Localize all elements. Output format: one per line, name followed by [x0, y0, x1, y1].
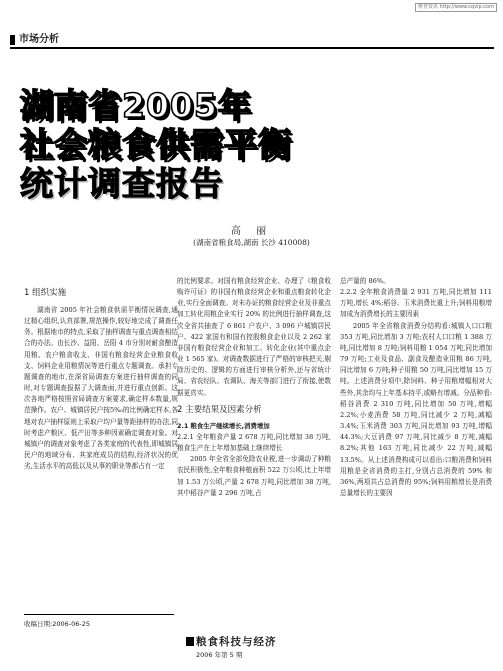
- section-heading-2: 2 主要结果及因素分析: [177, 404, 262, 415]
- article-title: [20, 86, 292, 203]
- section-marker: [10, 35, 15, 45]
- author-affiliation: (湖南省粮食局,湖南 长沙 410008): [193, 238, 310, 247]
- section-label: 市场分析: [19, 34, 59, 45]
- section-rule: [10, 47, 494, 49]
- source-watermark: 维普资讯 http://www.cqvip.com: [415, 3, 497, 12]
- title-line-1: 湖南省2005年: [20, 86, 252, 125]
- column-3: [340, 276, 492, 499]
- author-name: 高 丽: [230, 226, 273, 237]
- received-date: 收稿日期:2006-06-25: [24, 614, 174, 628]
- paragraph: 湖南省 2005 年社会粮食供需平衡情况调查,通过精心组织,认真部署,规范操作,较好地完成了调查任务。根据地市的特点,采取了抽样调查与重点调查相结合的办法。由长沙、益阳、岳阳 4 市分别对耐食酿造用粮、农户粮食收支、非国有粮食经营企业粮食收支、饲料企业用粮情况等进行重点专题调查。承担专题调查的地市,在深省局调查方案进行抽样调查的同时,对专题调查报据了大调查面,并进行重点创新。这次各地严格按照省局调查方案要求,确定样本数量,规范操作。农户、城镇居民户按5‰的比例确定样本,各地对农户抽样原则上采取户均户量等距抽样的办法,同时考虑产粮区、低产田等多种因素确定调查对象。对城镇户的调查对象考虑了各类家庭的代表性,即城镇居民户的地域分布、其家庭成员的结构,经济状况的优劣,生活水平的高低以及从事的职业等都占有一定: [24, 306, 178, 471]
- journal-name: 粮食科技与经济: [196, 636, 277, 648]
- paragraph: 2005 年全省粮食消费分结构看:城镇人口口粮 353 万吨,同比增加 3 万吨;农村人口口粮 1 388 万吨,同比增加 8 万吨;饲料用粮 1 054 万吨,同比增加 79 万吨;工业及食品、副食及酿造业用粮 86 万吨,同比增加 6 万吨;种子用粮 50 万吨,同比增加 15 万吨。上述消费分项中,除饲料、种子用粮增幅相对大些外,其余均与上年基本持平,或略有增减。分品种看:稻谷消费 2 310 万吨,同比增加 50 万吨,增幅 2.2%;小麦消费 58 万吨,同比减少 2 万吨,减幅 3.4%;玉米消费 303 万吨,同比增加 93 万吨,增幅 44.3%;大豆消费 97 万吨,同比减少 8 万吨,减幅 8.2%;其他 163 万吨,同比减少 22 万吨,减幅 13.5%。从上述消费构成可以看出:口粮消费和饲料用粮是全省消费的主打,分别占总消费的 59% 和 36%,两项共占总消费的 95%;饲料用粮增长是消费总量增长的主要因: [340, 321, 492, 497]
- column-2: [177, 276, 331, 499]
- journal-logo: [186, 634, 277, 649]
- column-1: [24, 287, 178, 472]
- paragraph: 的比例要求。对国有粮食经营企业、办理了《粮食收购许可证》的非国有粮食经营企业和重点粮食转化企业,实行全面调查。对未办证的粮食经营企业及非重点加工转化用粮企业实行 20% 的比例进行抽样调查,这次全省共抽查了 6 861 户农户、3 096 户城镇居民户、422 家国有和国有控股粮食企业以及 2 262 家非国有粮食经营企业和加工、转化企业(其中重点企业 1 565 家)。对调查数据进行了严格的审核把关,剔除历史的、逻辑的方面进行审核分析外,还与省统计局、省农经队、农调队、海关等部门进行了衔接,使数据更真实。: [177, 277, 331, 397]
- subheading: 2.1 粮食生产继续增长,消费增加: [177, 421, 270, 430]
- issue-date: 2006 年第 5 期: [196, 651, 243, 659]
- paragraph: 2005 年全省全部免除农业税,进一步调动了种粮农民积极性,全年粮食种植面积 522 万公顷,比上年增加 1.53 万公顷,产量 2 678 万吨,同比增加 38 万吨,其中稻谷产量 2 296 万吨,占: [177, 455, 331, 497]
- title-line-3: 统计调查报告: [20, 164, 224, 203]
- subheading: 2.2.1 全年粮食产量 2 678 万吨,同比增加 38 万吨,粮食生产在上年增加基础上继续增长: [177, 432, 331, 453]
- section-heading-1: 1 组织实施: [24, 288, 67, 298]
- paragraph: 总产量的 86%。: [340, 277, 390, 285]
- journal-mark-icon: [186, 637, 194, 646]
- title-line-2: 社会粮食供需平衡: [20, 125, 292, 164]
- section-header: [10, 34, 494, 46]
- subheading: 2.2.2 全年粮食消费量 2 931 万吨,同比增加 111 万吨,增长 4%;稻谷、玉米消费比重上升;饲料用粮增加成为消费增长的主要因素: [340, 288, 492, 319]
